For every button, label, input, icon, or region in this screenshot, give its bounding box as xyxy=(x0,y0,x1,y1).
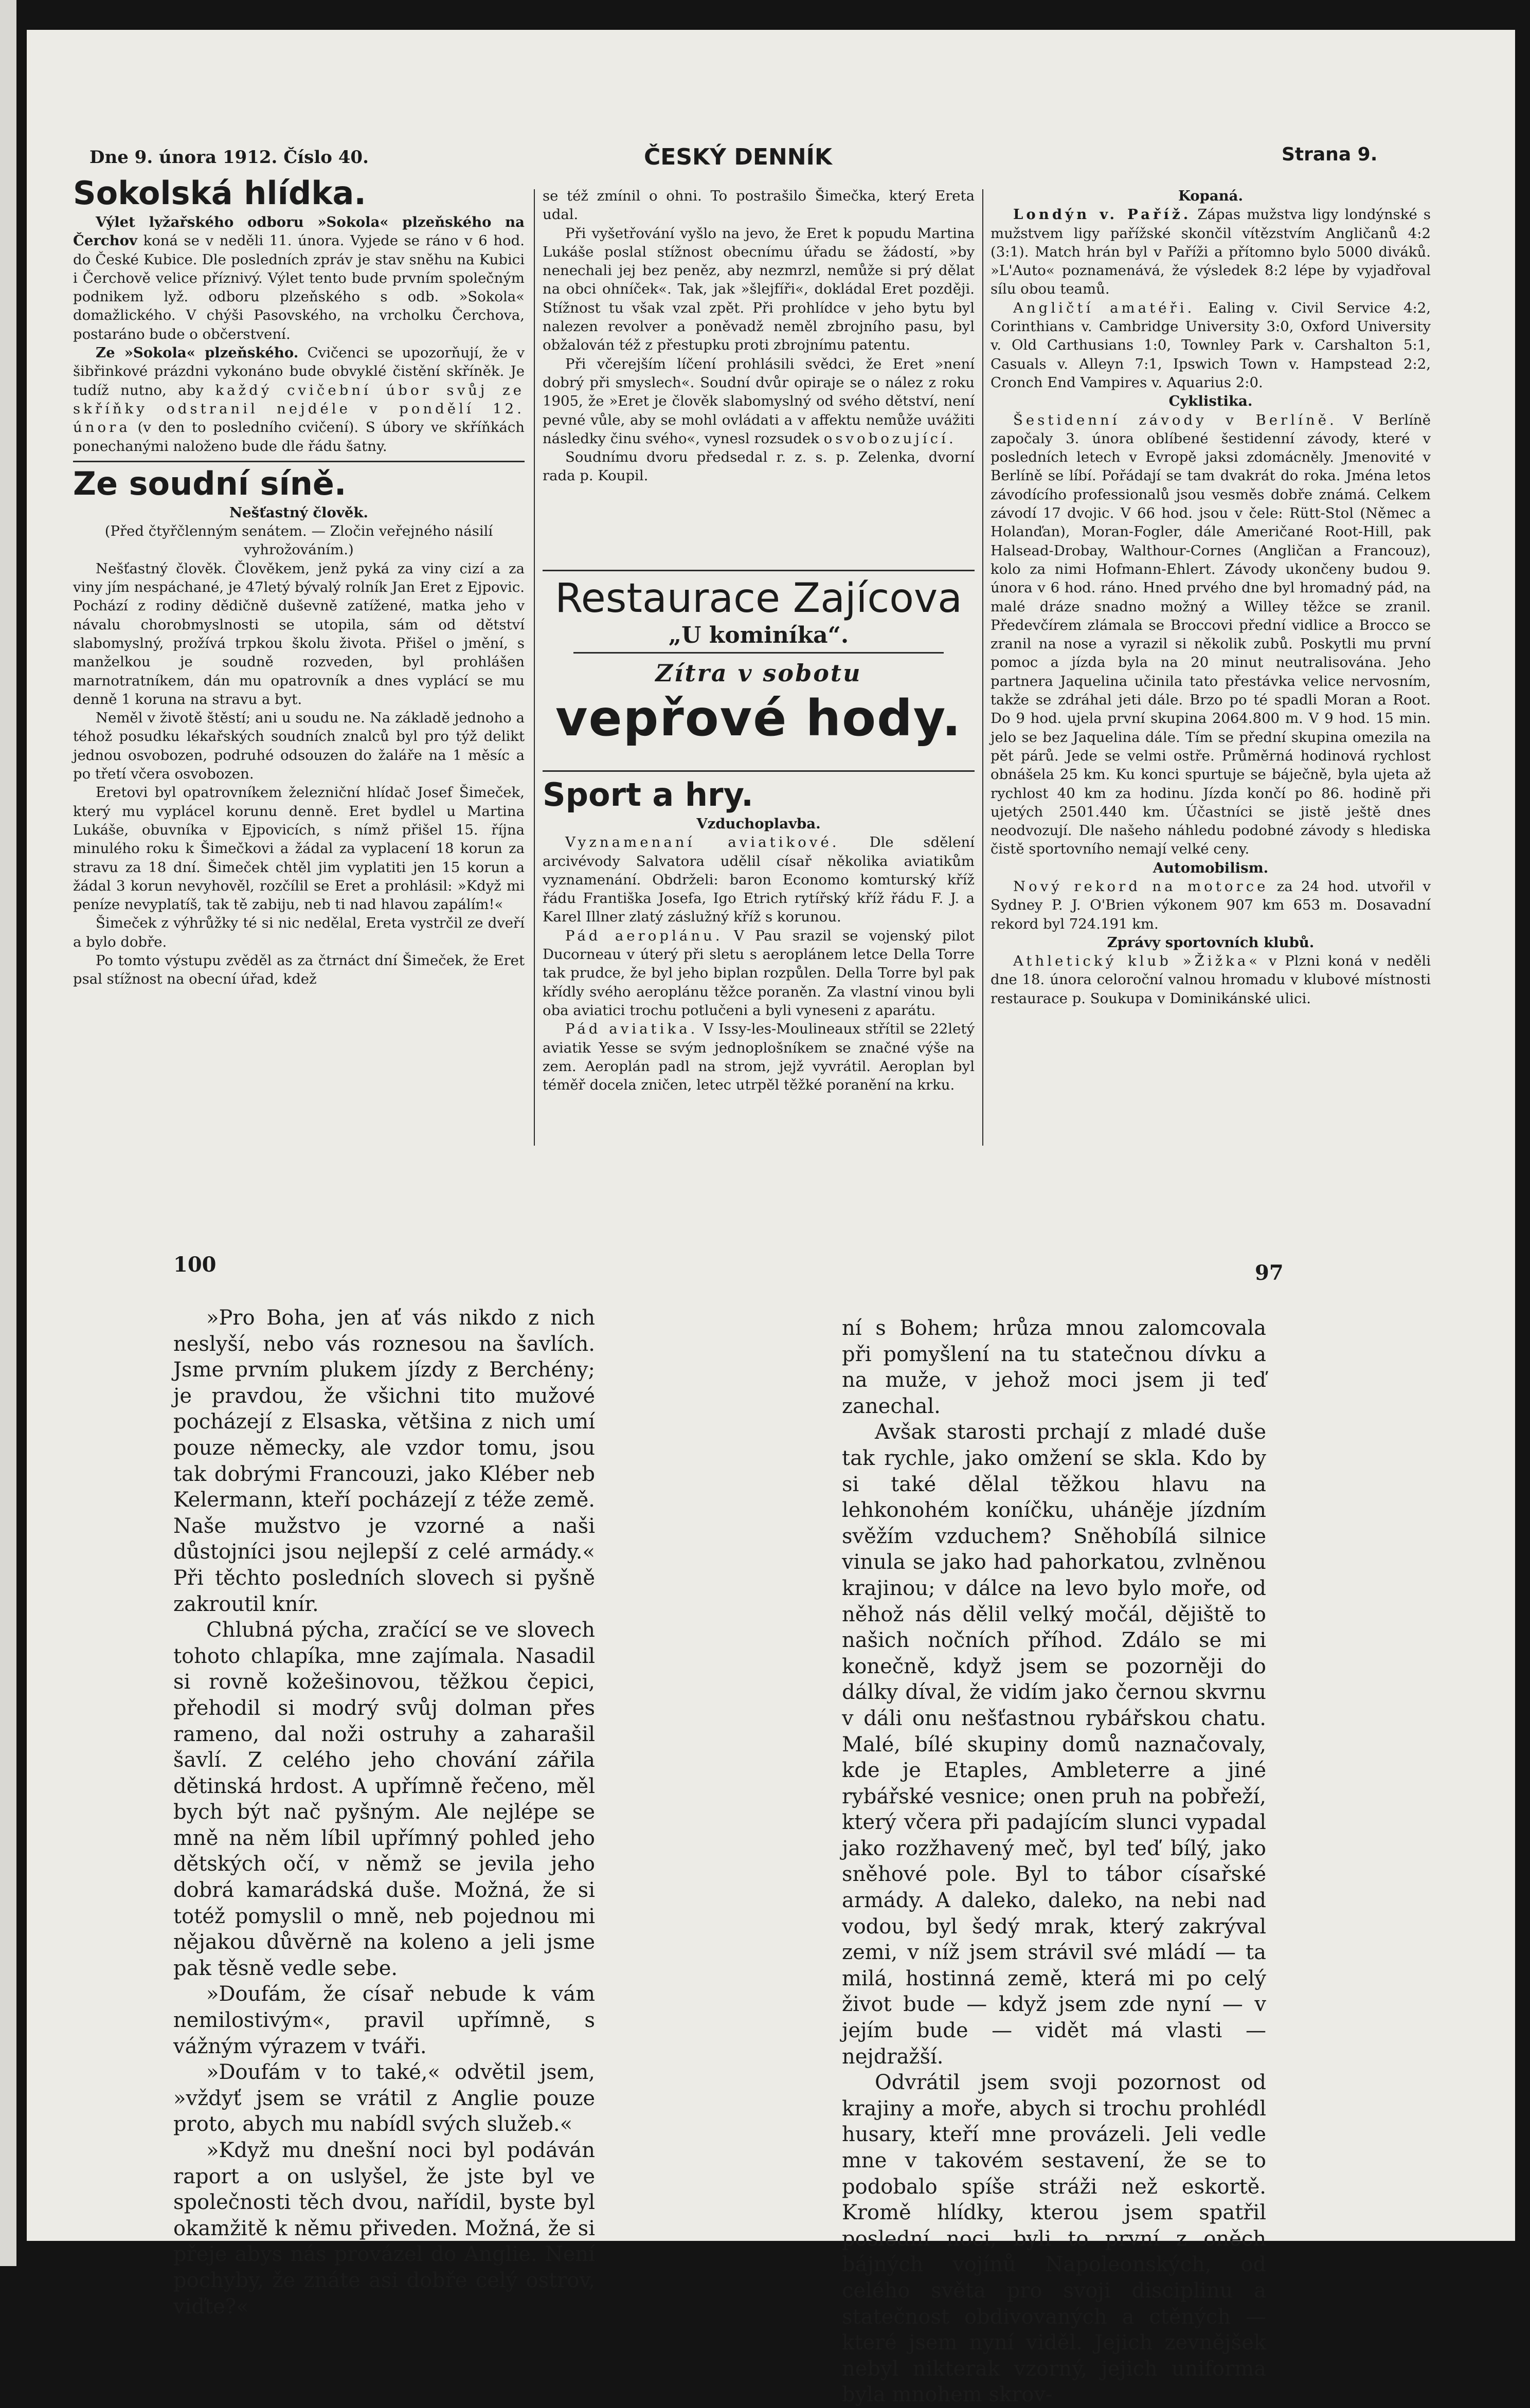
book-right-paragraph-3: Odvrátil jsem svoji pozornost od krajiny a moře, abych si trochu prohlédl husary, kteří mne provázeli. Jeli vedle mne v takovém sestavení, že se to podobalo spíše stráži než eskortě. Kromě hlídky, kterou jsem spatřil poslední noci, byli to první z oněch bájných vojínů Napoleonských, od celého světa pro svoji disciplinu a statečnost obdivovaných a ctěných — které jsem nyní viděl. Jejich zevnějšek nebyl nikterak vzorný, jejich uniforma byla mnohem skrov- xyxy=(842,2071,1266,2407)
clubs-heading: Zprávy sportovních klubů. xyxy=(1107,934,1315,951)
col2-paragraph-2: Při vyšetřování vyšlo na jevo, že Eret k popudu Martina Lukáše poslal stížnost obecnímu úřadu se žádostí, »by nenechali jej bez peněz, aby nezmrzl, nemůže si prý dělat na obci ohníček«. Tak, jak »šlejfíři«, dokládal Eret později. Stížnost tu však vzal zpět. Při prohlídce v jeho bytu byl nalezen revolver a poněvadž neměl zbrojního pasu, byl obžalován též z přestupku proti zbrojnímu patentu. xyxy=(543,225,975,354)
ad-event: vepřové hody. xyxy=(555,690,962,747)
header-title: ČESKÝ DENNÍK xyxy=(644,144,833,170)
court-paragraph-1: Nešťastný člověk. Člověkem, jenž pyká za viny cizí a za viny jím nespáchané, je 47letý bývalý rolník Jan Eret z Ejpovic. Pochází z rodiny dědičně duševně zatížené, matka jeho v návalu chorobmyslnosti se utopila, sám od dětství slabomyslný, prožívá trpkou školu života. Přišel o jmění, s manželkou je soudně rozveden, byl prohlášen marnotratníkem, dán mu opatrovník a dnes vyplácí se mu denně 1 koruna na stravu a byt. xyxy=(73,560,525,708)
book-left-paragraph-4: »Doufám v to také,« odvětil jsem, »vždyť jsem se vrátil z Anglie pouze proto, abych mu nabídl svých služeb.« xyxy=(173,2060,595,2137)
book-page-number-right: 97 xyxy=(1255,1261,1284,1285)
sokol-paragraph-2: Ze »Sokola« plzeňského. Cvičenci se upozorňují, že v šibřinkové prázdni vykonáno bude obvyklé čistění skříněk. Je tudíž nutno, aby každý cvičební úbor svůj ze skříňky odstranil nejdéle v pondělí 12. února (v den to posledního cvičení). S úbory ve skříňkách ponechanými naloženo bude dle řádu šatny. xyxy=(73,345,525,455)
sport-paragraph-3: Pád aviatika. V Issy-les-Moulineaux střítil se 22letý aviatik Yesse se svým jednoplošníkem se značné výše na zem. Aeroplán padl na strom, jejž vyvrátil. Aeroplan byl téměř docela zničen, letec utrpěl těžké poranění na krku. xyxy=(543,1021,975,1094)
football-paragraph-2: Angličtí amatéři. Ealing v. Civil Service 4:2, Corinthians v. Cambridge University 3:0, Oxford University v. Old Carthusians 1:0, Townley Park v. Carshalton 5:1, Casuals v. Alleyn 7:1, Ipswich Town v. Hampstead 2:2, Cronch End Vampires v. Aquarius 2:0. xyxy=(991,299,1431,391)
court-paragraph-3: Eretovi byl opatrovníkem železniční hlídač Josef Šimeček, který mu vyplácel korunu denně. Eret bydlel u Martina Lukáše, obuvníka v Ejpovicích, s nímž přišel 15. října minulého roku k Šimečkovi a žádal za vyplacení 18 korun za stravu za 18 dní. Šimeček chtěl jim vyplatiti jen 15 korun a žádal 3 korun nevyhověl, rozčílil se Eret a prohlásil: »Když mi peníze nevyplatíš, tak tě zabiju, neb ti nad hlavou zapálím!« xyxy=(73,784,525,913)
cycling-paragraph: Šestidenní závody v Berlíně. V Berlíně započaly 3. února oblíbené šestidenní závody, které v posledních letech v Evropě jaksi zdomácněly. Jmenovité v Berlíně se líbí. Pořádají se tam dvakrát do roka. Jména letos závodícího professionalů jsou vesměs dobře známá. Celkem závodí 17 dvojic. V 66 hod. jsou v čele: Rütt-Stol (Němec a Holanďan), Moran-Fogler, dále Američané Root-Hill, pak Halsead-Drobay, Walthour-Cornes (Angličan a Francouz), kolo za nimi Hofmann-Ehlert. Závody ukončeny budou 9. února v 6 hod. ráno. Hned prvého dne byl hromadný pád, na malé dráze snadno možný a Willey těžce se zranil. Předevčírem zlámala se Broccovi přední vidlice a Brocco se zranil na nose a vyrazil si několik zubů. Poskytli mu první pomoc a jízda byla na 20 minut neutralisována. Jeho partnera Jaquelina učinila tato přestávka velice nervosním, takže se zdráhal jeti dále. Brzo po té spadli Moran a Root. Do 9 hod. ujela první skupina 2064.800 m. V 9 hod. 15 min. jelo se bez Jaquelina dále. Tím se přední skupina omezila na pět párů. Jede se velmi ostře. Průměrná hodinová rychlost obnášela 25 km. Ku konci spurtuje se báječně, byla ujeta až rychlost 40 km za hodinu. Jízda končí po 86. hodině při ujetých 2501.440 km. Účastníci se jistě ještě dnes neodvozují. Dle našeho náhledu podobné závody s hlediska čistě sportovního nemají velké ceny. xyxy=(991,411,1431,858)
ad-divider xyxy=(573,652,944,654)
court-paragraph-5: Po tomto výstupu zvěděl as za čtrnáct dní Šimeček, že Eret psal stížnost na obecní úřad, kdež xyxy=(73,952,525,988)
automobilism-heading: Automobilism. xyxy=(1153,859,1269,876)
book-page-number-left: 100 xyxy=(173,1253,217,1277)
court-subtitle: Nešťastný člověk. xyxy=(229,504,368,521)
col2-paragraph-4: Soudnímu dvoru předsedal r. z. s. p. Zelenka, dvorní rada p. Koupil. xyxy=(543,449,975,484)
court-paragraph-2: Neměl v životě štěstí; ani u soudu ne. Na základě jednoho a téhož posudku lékařských soudních znalců byl pro týž delikt jednou osvobozen, podruhé odsouzen do žaláře na 1 měsíc a po třetí včera osvobozen. xyxy=(73,710,525,783)
book-column-right xyxy=(842,1315,1266,2407)
sokol-paragraph-1: Výlet lyžařského odboru »Sokola« plzeňského na Čerchov koná se v neděli 11. února. Vyjede se ráno v 6 hod. do České Kubice. Dle posledních zpráv je stav sněhu na Kubici i Čerchově velice příznivý. Výlet tento bude prvním společným podnikem lyž. odboru plzeňského s odb. »Sokola« domažlického. V chýši Pasovského, na vrcholku Čerchova, postaráno bude o občerstvení. xyxy=(73,214,525,342)
football-paragraph-1: Londýn v. Paříž. Zápas mužstva ligy londýnské s mužstvem ligy pařížské skončil vítězstvím Angličanů 4:2 (3:1). Match hrán byl v Paříži a přítomno bylo 5000 diváků. »L'Auto« poznamenává, že výsledek 8:2 lépe by vyjadřoval sílu obou teamů. xyxy=(991,206,1431,298)
automobilism-paragraph: Nový rekord na motorce za 24 hod. utvořil v Sydney P. J. O'Brien výkonem 907 km 653 m. Dosavadní rekord byl 724.191 km. xyxy=(991,878,1431,932)
header-page: Strana 9. xyxy=(1282,144,1378,165)
ad-top-rule xyxy=(543,570,975,571)
book-right-paragraph-1: ní s Bohem; hrůza mnou zalomcovala při pomyšlení na tu statečnou dívku a na muže, v jehož moci jsem ji teď zanechal. xyxy=(842,1316,1266,1418)
football-heading: Kopaná. xyxy=(1178,188,1244,204)
restaurant-advertisement xyxy=(543,575,975,765)
column-rule-1 xyxy=(534,189,535,1146)
sokol-title: Sokolská hlídka. xyxy=(73,174,366,212)
column-2-top xyxy=(543,187,975,568)
book-column-left xyxy=(173,1305,595,2319)
book-left-paragraph-2: Chlubná pýcha, zračící se ve slovech tohoto chlapíka, mne zajímala. Nasadil si rovně kožešinovou, těžkou čepici, přehodil si modrý svůj dolman přes rameno, dal noži ostruhy a zaharašil šavlí. Z celého jeho chování zářila dětinská hrdost. A upřímně řečeno, měl bych být nač pyšným. Ale nejlépe se mně na něm líbil upřímný pohled jeho dětských očí, v němž se jevila jeho dobrá kamarádská duše. Možná, že si totéž pomyslil o mně, neb pojednou mi nějakou důvěrně na koleno a jeli jsme pak těsně vedle sebe. xyxy=(173,1618,595,1980)
court-title: Ze soudní síně. xyxy=(73,464,347,502)
court-paragraph-4: Šimeček z výhrůžky té si nic nedělal, Ereta vystrčil ze dveří a bylo dobře. xyxy=(73,915,525,950)
ad-restaurant-name: Restaurace Zajícova xyxy=(555,575,962,622)
court-senate: (Před čtyřčlenným senátem. — Zločin veřejného násilí vyhrožováním.) xyxy=(104,523,493,558)
newspaper-page xyxy=(27,30,1515,2407)
ad-subtitle: „U kominíka“. xyxy=(668,622,849,648)
cycling-heading: Cyklistika. xyxy=(1168,393,1253,410)
column-2-bottom xyxy=(543,775,975,1146)
col2-paragraph-3: Při včerejším líčení prohlásili svědci, že Eret »není dobrý při smyslech«. Soudní dvůr opiraje se o nález z roku 1905, že »Eret je člověk slabomyslný od svého dětství, není pevné vůle, aby se mohl ovládati a v affektu nemůže uvážiti následky činu svého«, vynesl rozsudek osvobozující. xyxy=(543,355,975,447)
ad-day: Zítra v sobotu xyxy=(655,659,862,687)
clubs-paragraph: Athletický klub »Žižka« v Plzni koná v neděli dne 18. února celoroční valnou hromadu v klubové místnosti restaurace p. Soukupa v Dominikánské ulici. xyxy=(991,953,1431,1007)
book-left-paragraph-1: »Pro Boha, jen ať vás nikdo z nich neslyší, nebo vás roznesou na šavlích. Jsme prvním plukem jízdy z Berchény; je pravdou, že všichni tito mužové pocházejí z Elsaska, většina z nich umí pouze německy, ale vzdor tomu, jsou tak dobrými Francouzi, jako Kléber neb Kelermann, kteří pocházejí z téže země. Naše mužstvo je vzorné a naši důstojníci jsou nejlepší z celé armády.« Při těchto posledních slovech si pyšně zakroutil knír. xyxy=(173,1306,595,1616)
column-3 xyxy=(991,187,1431,1148)
aviation-subtitle: Vzduchoplavba. xyxy=(696,816,821,832)
header-date: Dne 9. února 1912. Číslo 40. xyxy=(89,147,369,168)
ad-bottom-rule xyxy=(543,770,975,772)
scan-left-strip xyxy=(0,0,16,2266)
book-left-paragraph-3: »Doufám, že císař nebude k vám nemilostivým«, pravil upřímně, s vážným výrazem v tváři. xyxy=(173,1982,595,2058)
sport-paragraph-2: Pád aeroplánu. V Pau srazil se vojenský pilot Ducorneau v úterý při sletu s aeroplánem letce Della Torre tak prudce, že byl jeho biplan rozpůlen. Della Torre byl pak křídly svého aeroplánu těžce poraněn. Za vlastní vinou byli oba aviatici trochu potlučeni a byli vyneseni z aparátu. xyxy=(543,927,975,1019)
sport-title: Sport a hry. xyxy=(543,776,753,813)
sport-paragraph-1: Vyznamenaní aviatikové. Dle sdělení arcivévody Salvatora udělil císař několika aviatikům vyznamenání. Obdrželi: baron Economo komturský kříž řádu Františka Josefa, Igo Etrich rytířský kříž řádu F. J. a Karel Illner zlatý záslužný kříž s korunou. xyxy=(543,834,975,926)
column-rule-2 xyxy=(982,189,983,1146)
column-1 xyxy=(73,174,525,1151)
col2-paragraph-1: se též zmínil o ohni. To postrašilo Šimečka, který Ereta udal. xyxy=(543,188,975,223)
divider xyxy=(73,461,525,462)
book-right-paragraph-2: Avšak starosti prchají z mladé duše tak rychle, jako omžení se skla. Kdo by si také dělal těžkou hlavu na lehkonohém koníčku, uháněje jízdním svěžím vzduchem? Sněhobílá silnice vinula se jako had pahorkatou, zvlněnou krajinou; v dálce na levo bylo moře, od něhož nás dělil velký močál, dějiště to našich nočních příhod. Zdálo se mi konečně, když jsem se pozorněji do dálky díval, že vidím jako černou skvrnu v dáli onu nešťastnou rybářskou chatu. Malé, bílé skupiny domů naznačovaly, kde je Etaples, Ambleterre a jiné rybářské vesnice; onen pruh na pobřeží, který včera při padajícím slunci vypadal jako rozžhavený meč, byl teď bílý, jako sněhové pole. Byl to tábor císařské armády. A daleko, daleko, na nebi nad vodou, byl šedý mrak, který zakrýval zemi, v níž jsem strávil své mládí — ta milá, hostinná země, která mi po celý život bude — když jsem zde nyní — v jejím bude — vidět má vlasti — nejdražší. xyxy=(842,1420,1266,2069)
book-left-paragraph-5: »Když mu dnešní noci byl podáván raport a on uslyšel, že jste byl ve společnosti těch dvou, nařídil, byste byl okamžitě k němu přiveden. Možná, že si přeje abys nás provázel do Anglie. Není pochyby, že znáte asi dobře celý ostrov, viďte?« xyxy=(173,2139,595,2319)
